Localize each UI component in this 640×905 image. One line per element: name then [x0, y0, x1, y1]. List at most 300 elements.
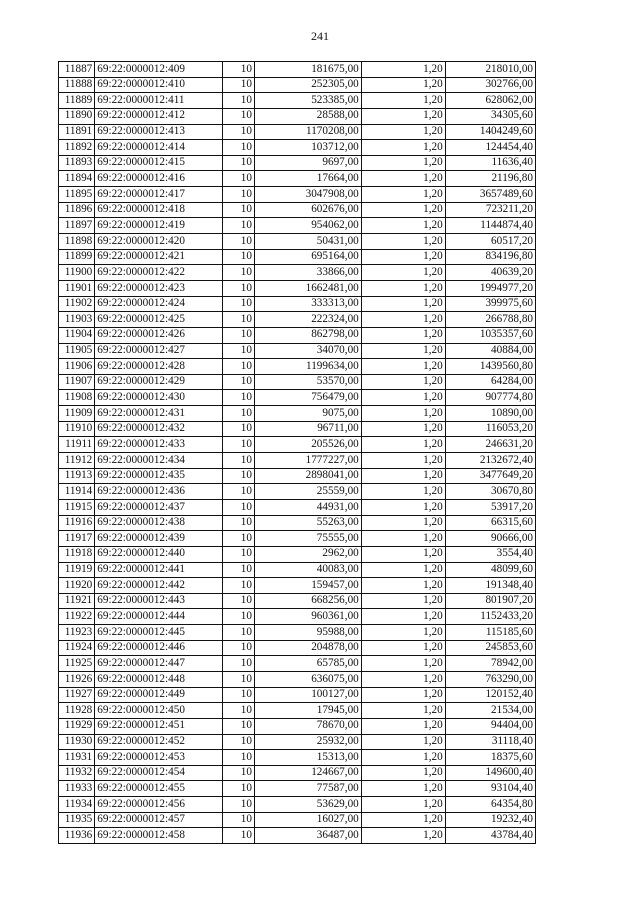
row-number-cell: 11912	[59, 453, 95, 469]
result-value-cell: 218010,00	[445, 62, 535, 78]
cadastral-number-cell: 69:22:0000012:438	[95, 515, 223, 531]
table-row	[59, 828, 536, 844]
result-value-cell: 10890,00	[445, 406, 535, 422]
coefficient-cell: 1,20	[361, 593, 445, 609]
base-value-cell: 1170208,00	[254, 124, 361, 140]
result-value-cell: 801907,20	[445, 593, 535, 609]
group-code-cell: 10	[222, 62, 254, 78]
base-value-cell: 204878,00	[254, 640, 361, 656]
cadastral-number-cell: 69:22:0000012:452	[95, 734, 223, 750]
base-value-cell: 65785,00	[254, 656, 361, 672]
base-value-cell: 16027,00	[254, 812, 361, 828]
group-code-cell: 10	[222, 484, 254, 500]
row-number-cell: 11902	[59, 296, 95, 312]
coefficient-cell: 1,20	[361, 218, 445, 234]
cadastral-number-cell: 69:22:0000012:429	[95, 374, 223, 390]
base-value-cell: 96711,00	[254, 421, 361, 437]
base-value-cell: 17945,00	[254, 703, 361, 719]
cadastral-number-cell: 69:22:0000012:428	[95, 359, 223, 375]
group-code-cell: 10	[222, 421, 254, 437]
base-value-cell: 1777227,00	[254, 453, 361, 469]
group-code-cell: 10	[222, 77, 254, 93]
table-row	[59, 484, 536, 500]
result-value-cell: 93104,40	[445, 781, 535, 797]
table-row	[59, 202, 536, 218]
coefficient-cell: 1,20	[361, 312, 445, 328]
table-row	[59, 171, 536, 187]
row-number-cell: 11896	[59, 202, 95, 218]
cadastral-number-cell: 69:22:0000012:409	[95, 62, 223, 78]
table-row	[59, 374, 536, 390]
table-row	[59, 468, 536, 484]
group-code-cell: 10	[222, 327, 254, 343]
base-value-cell: 95988,00	[254, 625, 361, 641]
cadastral-number-cell: 69:22:0000012:425	[95, 312, 223, 328]
base-value-cell: 75555,00	[254, 531, 361, 547]
cadastral-number-cell: 69:22:0000012:431	[95, 406, 223, 422]
coefficient-cell: 1,20	[361, 687, 445, 703]
base-value-cell: 205526,00	[254, 437, 361, 453]
cadastral-number-cell: 69:22:0000012:415	[95, 155, 223, 171]
cadastral-number-cell: 69:22:0000012:412	[95, 108, 223, 124]
result-value-cell: 266788,80	[445, 312, 535, 328]
base-value-cell: 636075,00	[254, 671, 361, 687]
cadastral-number-cell: 69:22:0000012:447	[95, 656, 223, 672]
result-value-cell: 1152433,20	[445, 609, 535, 625]
result-value-cell: 246631,20	[445, 437, 535, 453]
cadastral-number-cell: 69:22:0000012:458	[95, 828, 223, 844]
cadastral-number-cell: 69:22:0000012:419	[95, 218, 223, 234]
cadastral-number-cell: 69:22:0000012:441	[95, 562, 223, 578]
coefficient-cell: 1,20	[361, 327, 445, 343]
coefficient-cell: 1,20	[361, 499, 445, 515]
row-number-cell: 11923	[59, 625, 95, 641]
table-row	[59, 625, 536, 641]
row-number-cell: 11920	[59, 578, 95, 594]
result-value-cell: 11636,40	[445, 155, 535, 171]
coefficient-cell: 1,20	[361, 171, 445, 187]
coefficient-cell: 1,20	[361, 468, 445, 484]
result-value-cell: 21534,00	[445, 703, 535, 719]
row-number-cell: 11895	[59, 187, 95, 203]
table-row	[59, 280, 536, 296]
result-value-cell: 3554,40	[445, 546, 535, 562]
coefficient-cell: 1,20	[361, 249, 445, 265]
result-value-cell: 763290,00	[445, 671, 535, 687]
group-code-cell: 10	[222, 93, 254, 109]
table-row	[59, 218, 536, 234]
row-number-cell: 11910	[59, 421, 95, 437]
group-code-cell: 10	[222, 265, 254, 281]
result-value-cell: 18375,60	[445, 750, 535, 766]
cadastral-number-cell: 69:22:0000012:457	[95, 812, 223, 828]
row-number-cell: 11916	[59, 515, 95, 531]
cadastral-number-cell: 69:22:0000012:436	[95, 484, 223, 500]
group-code-cell: 10	[222, 593, 254, 609]
base-value-cell: 50431,00	[254, 234, 361, 250]
coefficient-cell: 1,20	[361, 437, 445, 453]
base-value-cell: 78670,00	[254, 718, 361, 734]
coefficient-cell: 1,20	[361, 234, 445, 250]
base-value-cell: 33866,00	[254, 265, 361, 281]
table-row	[59, 797, 536, 813]
base-value-cell: 695164,00	[254, 249, 361, 265]
table-row	[59, 812, 536, 828]
row-number-cell: 11926	[59, 671, 95, 687]
coefficient-cell: 1,20	[361, 296, 445, 312]
base-value-cell: 222324,00	[254, 312, 361, 328]
base-value-cell: 2898041,00	[254, 468, 361, 484]
coefficient-cell: 1,20	[361, 390, 445, 406]
table-row	[59, 327, 536, 343]
row-number-cell: 11935	[59, 812, 95, 828]
result-value-cell: 1994977,20	[445, 280, 535, 296]
row-number-cell: 11900	[59, 265, 95, 281]
table-row	[59, 765, 536, 781]
cadastral-number-cell: 69:22:0000012:453	[95, 750, 223, 766]
table-row	[59, 265, 536, 281]
coefficient-cell: 1,20	[361, 108, 445, 124]
coefficient-cell: 1,20	[361, 421, 445, 437]
table-row	[59, 781, 536, 797]
group-code-cell: 10	[222, 234, 254, 250]
result-value-cell: 723211,20	[445, 202, 535, 218]
table-row	[59, 140, 536, 156]
group-code-cell: 10	[222, 140, 254, 156]
row-number-cell: 11890	[59, 108, 95, 124]
cadastral-number-cell: 69:22:0000012:421	[95, 249, 223, 265]
coefficient-cell: 1,20	[361, 765, 445, 781]
result-value-cell: 19232,40	[445, 812, 535, 828]
table-row	[59, 234, 536, 250]
row-number-cell: 11913	[59, 468, 95, 484]
row-number-cell: 11914	[59, 484, 95, 500]
result-value-cell: 34305,60	[445, 108, 535, 124]
base-value-cell: 25932,00	[254, 734, 361, 750]
base-value-cell: 862798,00	[254, 327, 361, 343]
result-value-cell: 120152,40	[445, 687, 535, 703]
page-number: 241	[311, 29, 329, 43]
row-number-cell: 11909	[59, 406, 95, 422]
group-code-cell: 10	[222, 703, 254, 719]
result-value-cell: 907774,80	[445, 390, 535, 406]
coefficient-cell: 1,20	[361, 202, 445, 218]
base-value-cell: 1199634,00	[254, 359, 361, 375]
group-code-cell: 10	[222, 765, 254, 781]
base-value-cell: 55263,00	[254, 515, 361, 531]
coefficient-cell: 1,20	[361, 406, 445, 422]
coefficient-cell: 1,20	[361, 640, 445, 656]
result-value-cell: 834196,80	[445, 249, 535, 265]
coefficient-cell: 1,20	[361, 124, 445, 140]
row-number-cell: 11888	[59, 77, 95, 93]
table-row	[59, 453, 536, 469]
group-code-cell: 10	[222, 671, 254, 687]
result-value-cell: 149600,40	[445, 765, 535, 781]
coefficient-cell: 1,20	[361, 609, 445, 625]
result-value-cell: 3657489,60	[445, 187, 535, 203]
result-value-cell: 115185,60	[445, 625, 535, 641]
base-value-cell: 36487,00	[254, 828, 361, 844]
base-value-cell: 53570,00	[254, 374, 361, 390]
result-value-cell: 1144874,40	[445, 218, 535, 234]
coefficient-cell: 1,20	[361, 359, 445, 375]
row-number-cell: 11928	[59, 703, 95, 719]
base-value-cell: 181675,00	[254, 62, 361, 78]
coefficient-cell: 1,20	[361, 562, 445, 578]
table-row	[59, 562, 536, 578]
cadastral-number-cell: 69:22:0000012:410	[95, 77, 223, 93]
result-value-cell: 21196,80	[445, 171, 535, 187]
cadastral-number-cell: 69:22:0000012:426	[95, 327, 223, 343]
base-value-cell: 77587,00	[254, 781, 361, 797]
row-number-cell: 11897	[59, 218, 95, 234]
cadastral-number-cell: 69:22:0000012:446	[95, 640, 223, 656]
row-number-cell: 11933	[59, 781, 95, 797]
group-code-cell: 10	[222, 374, 254, 390]
group-code-cell: 10	[222, 108, 254, 124]
row-number-cell: 11936	[59, 828, 95, 844]
coefficient-cell: 1,20	[361, 140, 445, 156]
base-value-cell: 40083,00	[254, 562, 361, 578]
row-number-cell: 11930	[59, 734, 95, 750]
row-number-cell: 11934	[59, 797, 95, 813]
result-value-cell: 1404249,60	[445, 124, 535, 140]
table-row	[59, 406, 536, 422]
coefficient-cell: 1,20	[361, 671, 445, 687]
row-number-cell: 11891	[59, 124, 95, 140]
row-number-cell: 11918	[59, 546, 95, 562]
group-code-cell: 10	[222, 468, 254, 484]
table-row	[59, 531, 536, 547]
table-row	[59, 578, 536, 594]
result-value-cell: 1439560,80	[445, 359, 535, 375]
coefficient-cell: 1,20	[361, 280, 445, 296]
table-row	[59, 249, 536, 265]
result-value-cell: 2132672,40	[445, 453, 535, 469]
group-code-cell: 10	[222, 812, 254, 828]
table-row	[59, 390, 536, 406]
coefficient-cell: 1,20	[361, 93, 445, 109]
group-code-cell: 10	[222, 296, 254, 312]
group-code-cell: 10	[222, 202, 254, 218]
group-code-cell: 10	[222, 562, 254, 578]
coefficient-cell: 1,20	[361, 515, 445, 531]
cadastral-number-cell: 69:22:0000012:450	[95, 703, 223, 719]
result-value-cell: 1035357,60	[445, 327, 535, 343]
row-number-cell: 11931	[59, 750, 95, 766]
group-code-cell: 10	[222, 280, 254, 296]
base-value-cell: 9075,00	[254, 406, 361, 422]
result-value-cell: 302766,00	[445, 77, 535, 93]
base-value-cell: 17664,00	[254, 171, 361, 187]
coefficient-cell: 1,20	[361, 703, 445, 719]
row-number-cell: 11907	[59, 374, 95, 390]
row-number-cell: 11899	[59, 249, 95, 265]
base-value-cell: 2962,00	[254, 546, 361, 562]
cadastral-number-cell: 69:22:0000012:423	[95, 280, 223, 296]
table-row	[59, 155, 536, 171]
table-row	[59, 609, 536, 625]
row-number-cell: 11927	[59, 687, 95, 703]
result-value-cell: 43784,40	[445, 828, 535, 844]
base-value-cell: 668256,00	[254, 593, 361, 609]
result-value-cell: 399975,60	[445, 296, 535, 312]
group-code-cell: 10	[222, 640, 254, 656]
row-number-cell: 11915	[59, 499, 95, 515]
group-code-cell: 10	[222, 124, 254, 140]
table-row	[59, 187, 536, 203]
table-row	[59, 359, 536, 375]
row-number-cell: 11903	[59, 312, 95, 328]
base-value-cell: 252305,00	[254, 77, 361, 93]
table-row	[59, 62, 536, 78]
group-code-cell: 10	[222, 249, 254, 265]
base-value-cell: 960361,00	[254, 609, 361, 625]
group-code-cell: 10	[222, 155, 254, 171]
table-row	[59, 437, 536, 453]
cadastral-number-cell: 69:22:0000012:444	[95, 609, 223, 625]
group-code-cell: 10	[222, 734, 254, 750]
result-value-cell: 66315,60	[445, 515, 535, 531]
group-code-cell: 10	[222, 750, 254, 766]
row-number-cell: 11887	[59, 62, 95, 78]
table-row	[59, 343, 536, 359]
coefficient-cell: 1,20	[361, 750, 445, 766]
group-code-cell: 10	[222, 625, 254, 641]
group-code-cell: 10	[222, 218, 254, 234]
cadastral-number-cell: 69:22:0000012:445	[95, 625, 223, 641]
base-value-cell: 159457,00	[254, 578, 361, 594]
cadastral-number-cell: 69:22:0000012:448	[95, 671, 223, 687]
coefficient-cell: 1,20	[361, 625, 445, 641]
coefficient-cell: 1,20	[361, 62, 445, 78]
cadastral-number-cell: 69:22:0000012:430	[95, 390, 223, 406]
cadastral-number-cell: 69:22:0000012:433	[95, 437, 223, 453]
cadastral-number-cell: 69:22:0000012:422	[95, 265, 223, 281]
group-code-cell: 10	[222, 312, 254, 328]
result-value-cell: 60517,20	[445, 234, 535, 250]
result-value-cell: 40639,20	[445, 265, 535, 281]
table-row	[59, 671, 536, 687]
result-value-cell: 40884,00	[445, 343, 535, 359]
result-value-cell: 64354,80	[445, 797, 535, 813]
base-value-cell: 602676,00	[254, 202, 361, 218]
table-row	[59, 77, 536, 93]
cadastral-number-cell: 69:22:0000012:432	[95, 421, 223, 437]
cadastral-number-cell: 69:22:0000012:413	[95, 124, 223, 140]
table-row	[59, 750, 536, 766]
cadastral-number-cell: 69:22:0000012:455	[95, 781, 223, 797]
group-code-cell: 10	[222, 828, 254, 844]
result-value-cell: 116053,20	[445, 421, 535, 437]
table-row	[59, 312, 536, 328]
cadastral-number-cell: 69:22:0000012:442	[95, 578, 223, 594]
table-row	[59, 687, 536, 703]
result-value-cell: 48099,60	[445, 562, 535, 578]
row-number-cell: 11906	[59, 359, 95, 375]
base-value-cell: 28588,00	[254, 108, 361, 124]
table-body	[59, 62, 536, 844]
base-value-cell: 9697,00	[254, 155, 361, 171]
coefficient-cell: 1,20	[361, 812, 445, 828]
base-value-cell: 103712,00	[254, 140, 361, 156]
row-number-cell: 11889	[59, 93, 95, 109]
table-row	[59, 703, 536, 719]
cadastral-number-cell: 69:22:0000012:420	[95, 234, 223, 250]
group-code-cell: 10	[222, 406, 254, 422]
result-value-cell: 30670,80	[445, 484, 535, 500]
base-value-cell: 25559,00	[254, 484, 361, 500]
result-value-cell: 191348,40	[445, 578, 535, 594]
row-number-cell: 11929	[59, 718, 95, 734]
cadastral-number-cell: 69:22:0000012:440	[95, 546, 223, 562]
row-number-cell: 11921	[59, 593, 95, 609]
row-number-cell: 11911	[59, 437, 95, 453]
row-number-cell: 11917	[59, 531, 95, 547]
table-row	[59, 546, 536, 562]
group-code-cell: 10	[222, 187, 254, 203]
group-code-cell: 10	[222, 171, 254, 187]
coefficient-cell: 1,20	[361, 453, 445, 469]
group-code-cell: 10	[222, 718, 254, 734]
result-value-cell: 3477649,20	[445, 468, 535, 484]
row-number-cell: 11924	[59, 640, 95, 656]
group-code-cell: 10	[222, 546, 254, 562]
table-row	[59, 124, 536, 140]
row-number-cell: 11894	[59, 171, 95, 187]
group-code-cell: 10	[222, 515, 254, 531]
cadastral-number-cell: 69:22:0000012:414	[95, 140, 223, 156]
cadastral-number-cell: 69:22:0000012:434	[95, 453, 223, 469]
base-value-cell: 15313,00	[254, 750, 361, 766]
base-value-cell: 1662481,00	[254, 280, 361, 296]
row-number-cell: 11901	[59, 280, 95, 296]
table-row	[59, 515, 536, 531]
cadastral-value-table	[58, 61, 536, 844]
group-code-cell: 10	[222, 531, 254, 547]
base-value-cell: 100127,00	[254, 687, 361, 703]
coefficient-cell: 1,20	[361, 797, 445, 813]
group-code-cell: 10	[222, 656, 254, 672]
base-value-cell: 53629,00	[254, 797, 361, 813]
base-value-cell: 954062,00	[254, 218, 361, 234]
cadastral-number-cell: 69:22:0000012:454	[95, 765, 223, 781]
row-number-cell: 11908	[59, 390, 95, 406]
table-row	[59, 734, 536, 750]
coefficient-cell: 1,20	[361, 828, 445, 844]
coefficient-cell: 1,20	[361, 265, 445, 281]
cadastral-number-cell: 69:22:0000012:418	[95, 202, 223, 218]
result-value-cell: 124454,40	[445, 140, 535, 156]
result-value-cell: 78942,00	[445, 656, 535, 672]
coefficient-cell: 1,20	[361, 484, 445, 500]
cadastral-number-cell: 69:22:0000012:417	[95, 187, 223, 203]
base-value-cell: 756479,00	[254, 390, 361, 406]
coefficient-cell: 1,20	[361, 155, 445, 171]
coefficient-cell: 1,20	[361, 343, 445, 359]
table-row	[59, 296, 536, 312]
row-number-cell: 11898	[59, 234, 95, 250]
coefficient-cell: 1,20	[361, 374, 445, 390]
group-code-cell: 10	[222, 359, 254, 375]
group-code-cell: 10	[222, 499, 254, 515]
table-row	[59, 656, 536, 672]
coefficient-cell: 1,20	[361, 781, 445, 797]
table-row	[59, 421, 536, 437]
result-value-cell: 64284,00	[445, 374, 535, 390]
group-code-cell: 10	[222, 781, 254, 797]
